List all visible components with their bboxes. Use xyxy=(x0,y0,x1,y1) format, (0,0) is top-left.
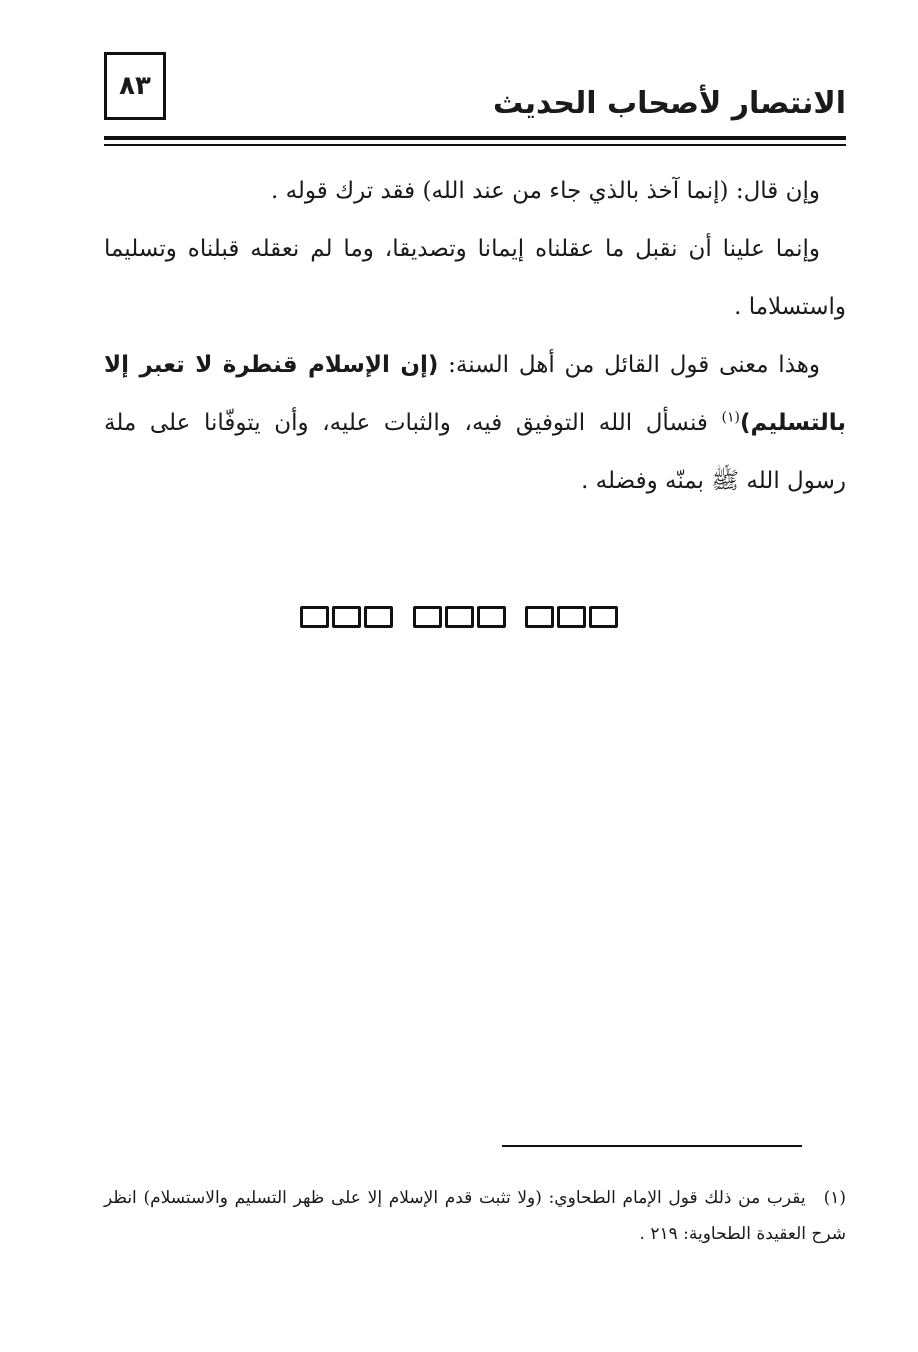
footnote-entry xyxy=(104,1180,846,1252)
paragraph-3 xyxy=(104,336,846,510)
separator-box xyxy=(445,606,474,628)
running-title: الانتصار لأصحاب الحديث xyxy=(493,86,846,121)
separator-box xyxy=(413,606,442,628)
separator-box xyxy=(332,606,361,628)
separator-group xyxy=(413,606,506,646)
footnote-text: يقرب من ذلك قول الإمام الطحاوي: (ولا تثبت قدم الإسلام إلا على ظهر التسليم والاستسلام) انظر شرح العقيدة الطحاوية: ٢١٩ . xyxy=(104,1188,846,1244)
paragraph-2: وإنما علينا أن نقبل ما عقلناه إيمانا وتصديقا، وما لم نعقله قبلناه وتسليما واستسلاما . xyxy=(104,236,846,320)
separator-box xyxy=(525,606,554,628)
separator-group xyxy=(300,606,393,646)
separator-box xyxy=(557,606,586,628)
footnote-rule xyxy=(502,1145,802,1147)
footnote xyxy=(104,1180,846,1252)
paragraph-3-intro: وهذا معنى قول القائل من أهل السنة: xyxy=(438,352,820,378)
main-text xyxy=(104,162,846,510)
separator-box xyxy=(364,606,393,628)
section-separator xyxy=(300,606,618,646)
header-rule-thick xyxy=(104,136,846,140)
footnote-reference: (١) xyxy=(721,409,740,426)
paragraph-1: وإن قال: (إنما آخذ بالذي جاء من عند الله) فقد ترك قوله . xyxy=(270,178,820,204)
paragraph-3-rest: فنسأل الله التوفيق فيه، والثبات عليه، وأن يتوفّانا على ملة رسول الله ﷺ بمنّه وفضله . xyxy=(104,410,846,494)
separator-box xyxy=(300,606,329,628)
footnote-number: (١) xyxy=(823,1188,846,1208)
separator-box xyxy=(477,606,506,628)
page-number: ٨٣ xyxy=(104,52,166,120)
quoted-saying: (إن الإسلام قنطرة لا تعبر إلا بالتسليم) xyxy=(104,352,846,436)
header-rule-thin xyxy=(104,144,846,146)
separator-box xyxy=(589,606,618,628)
separator-group xyxy=(525,606,618,646)
